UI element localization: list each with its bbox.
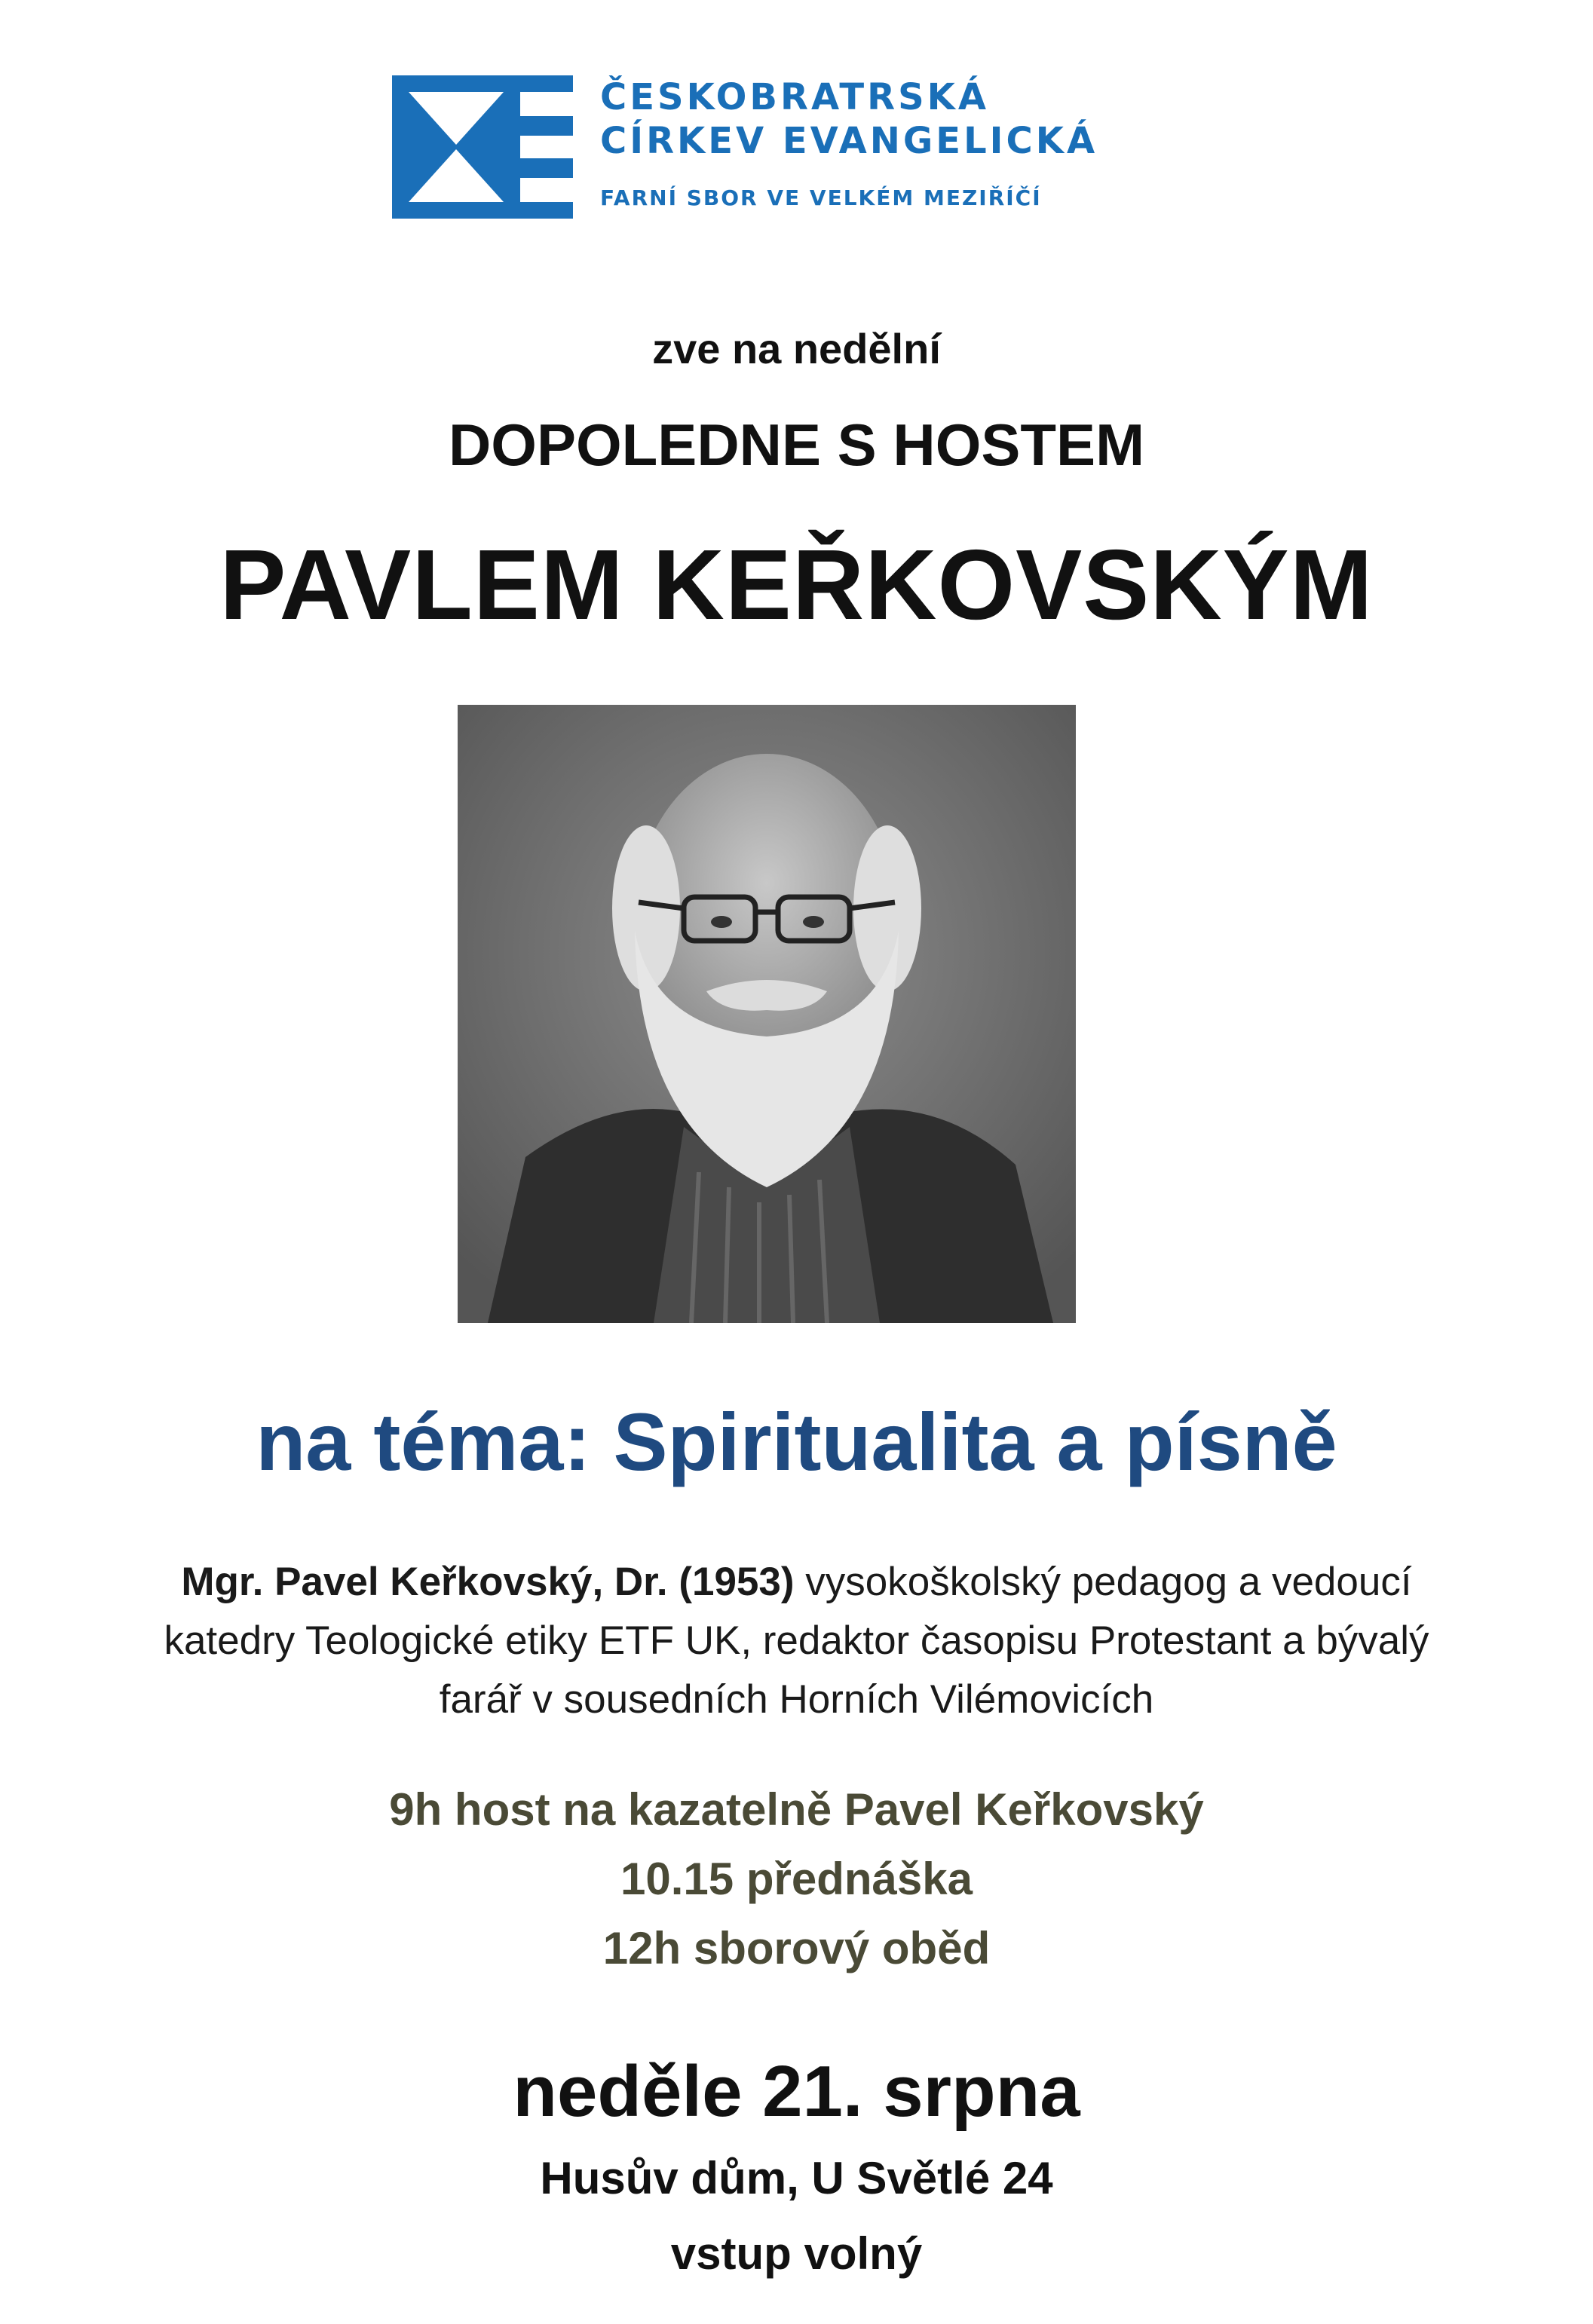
church-logo <box>392 75 1176 226</box>
entry-note: vstup volný <box>670 2228 923 2279</box>
schedule-item: 12h sborový oběd <box>602 1923 991 1973</box>
bio-line-3: farář v sousedních Horních Vilémovicích <box>439 1677 1154 1722</box>
guest-name: PAVLEM KEŘKOVSKÝM <box>219 529 1374 640</box>
event-date: neděle 21. srpna <box>513 2051 1080 2132</box>
lecture-topic: na téma: Spiritualita a písně <box>256 1396 1337 1487</box>
schedule-item: 9h host na kazatelně Pavel Keřkovský <box>389 1784 1204 1835</box>
event-schedule <box>0 1775 1593 1983</box>
guest-portrait-photo <box>458 705 1076 1323</box>
logo-line-2: CÍRKEV EVANGELICKÁ <box>600 120 1098 162</box>
guest-bio <box>0 1553 1593 1729</box>
bio-line-1 <box>0 1553 1593 1612</box>
bio-line-2: katedry Teologické etiky ETF UK, redaktor časopisu Protestant a bývalý <box>164 1618 1429 1663</box>
bio-guest-credentials: Mgr. Pavel Keřkovský, Dr. (1953) <box>181 1560 795 1604</box>
church-logo-text <box>600 75 1098 210</box>
church-logo-icon <box>392 75 573 219</box>
bio-line-1-rest: vysokoškolský pedagog a vedoucí <box>794 1560 1412 1604</box>
event-title: DOPOLEDNE S HOSTEM <box>448 412 1145 478</box>
invite-text: zve na nedělní <box>652 325 941 372</box>
logo-parish-line: FARNÍ SBOR VE VELKÉM MEZIŘÍČÍ <box>600 185 1042 210</box>
schedule-item: 10.15 přednáška <box>620 1854 973 1904</box>
logo-line-1: ČESKOBRATRSKÁ <box>600 76 990 118</box>
event-venue: Husův dům, U Světlé 24 <box>540 2153 1053 2203</box>
